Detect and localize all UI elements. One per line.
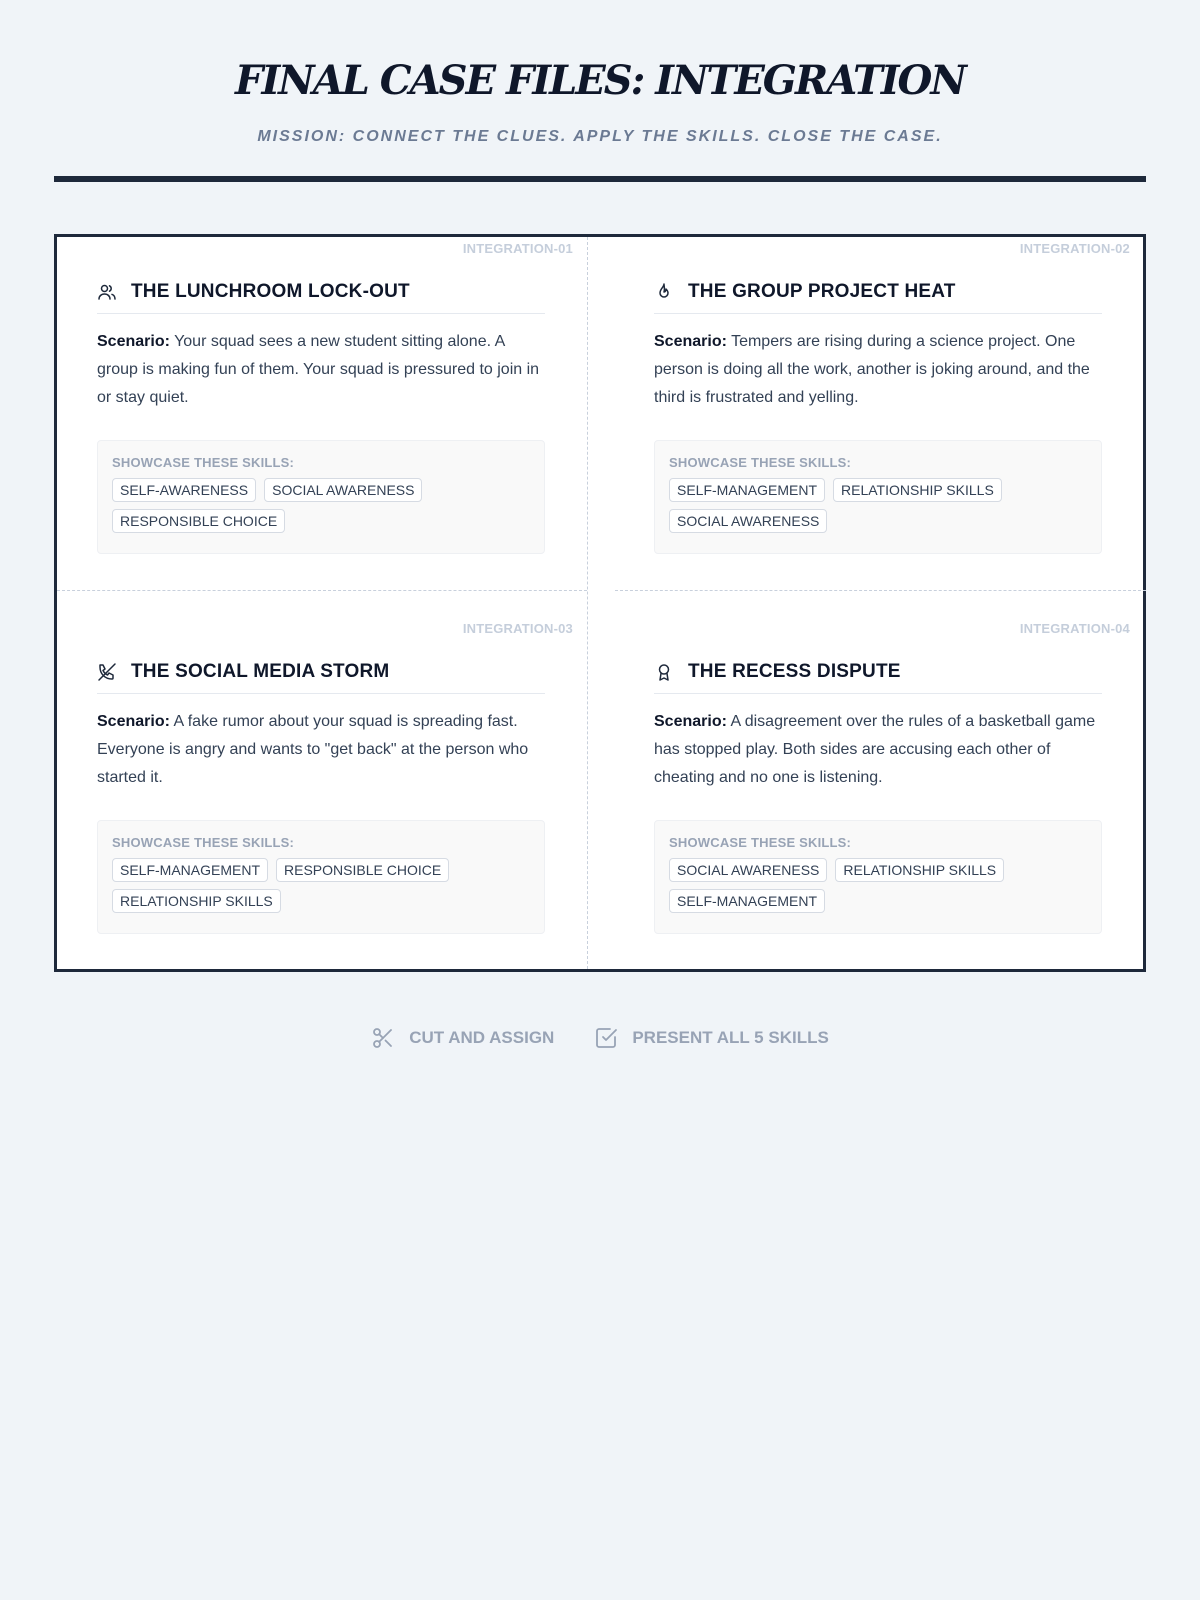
scenario-label: Scenario: — [654, 713, 727, 730]
card-scenario — [654, 708, 1102, 792]
vertical-cut-line — [587, 237, 588, 969]
skill-tag: SELF-AWARENESS — [112, 478, 256, 502]
skill-tag: SELF-MANAGEMENT — [669, 889, 825, 913]
case-files-grid — [54, 234, 1146, 972]
skills-list — [112, 474, 530, 536]
card-scenario — [654, 328, 1102, 412]
cut-and-assign-label: CUT AND ASSIGN — [409, 1028, 555, 1047]
card-title-row — [97, 657, 545, 694]
present-skills-instruction — [594, 1026, 828, 1050]
case-card-id: INTEGRATION-03 — [462, 621, 573, 636]
skill-tag: RELATIONSHIP SKILLS — [835, 858, 1004, 882]
flame-icon — [654, 282, 674, 302]
horizontal-cut-line-left — [57, 590, 587, 591]
page-header — [0, 0, 1200, 182]
page-subtitle: MISSION: CONNECT THE CLUES. APPLY THE SKILLS. CLOSE THE CASE. — [257, 128, 943, 145]
case-card-2[interactable] — [654, 241, 1130, 554]
case-card-1[interactable] — [97, 241, 573, 554]
case-card-4[interactable] — [654, 621, 1130, 934]
case-card-3[interactable] — [97, 621, 573, 934]
skills-box — [97, 440, 545, 554]
skill-tag: SOCIAL AWARENESS — [669, 509, 827, 533]
scenario-text: A disagreement over the rules of a basketball game has stopped play. Both sides are accusing each other of cheating and no one is listening. — [654, 713, 1096, 786]
skill-tag: SOCIAL AWARENESS — [264, 478, 422, 502]
skills-list — [112, 854, 530, 916]
card-title-row — [97, 277, 545, 314]
card-title: THE SOCIAL MEDIA STORM — [131, 661, 390, 682]
check-square-icon — [594, 1026, 618, 1050]
scissors-icon — [371, 1026, 395, 1050]
page-title: FINAL CASE FILES: INTEGRATION — [235, 57, 965, 104]
scenario-text: A fake rumor about your squad is spreading fast. Everyone is angry and wants to "get back" at the person who started it. — [97, 713, 529, 786]
award-icon — [654, 662, 674, 682]
card-title: THE GROUP PROJECT HEAT — [688, 281, 956, 302]
cut-and-assign-instruction — [371, 1026, 554, 1050]
card-scenario — [97, 708, 545, 792]
skills-heading: SHOWCASE THESE SKILLS: — [112, 455, 295, 470]
scenario-text: Tempers are rising during a science project. One person is doing all the work, another is joking around, and the third is frustrated and yelling. — [654, 333, 1090, 406]
footer-instructions — [0, 1026, 1200, 1050]
header-divider — [54, 176, 1146, 182]
skill-tag: RELATIONSHIP SKILLS — [112, 889, 281, 913]
skills-heading: SHOWCASE THESE SKILLS: — [112, 835, 295, 850]
card-title: THE LUNCHROOM LOCK-OUT — [131, 281, 410, 302]
skills-list — [669, 474, 1087, 536]
phone-off-icon — [97, 662, 117, 682]
scenario-label: Scenario: — [97, 713, 170, 730]
skill-tag: RESPONSIBLE CHOICE — [276, 858, 449, 882]
skills-heading: SHOWCASE THESE SKILLS: — [669, 835, 852, 850]
skills-list — [669, 854, 1087, 916]
skill-tag: SELF-MANAGEMENT — [669, 478, 825, 502]
case-card-id: INTEGRATION-04 — [1019, 621, 1130, 636]
skill-tag: RELATIONSHIP SKILLS — [833, 478, 1002, 502]
horizontal-cut-line-right — [615, 590, 1146, 591]
card-title-row — [654, 657, 1102, 694]
case-card-id: INTEGRATION-02 — [1019, 241, 1130, 256]
skills-box — [654, 820, 1102, 934]
skills-box — [654, 440, 1102, 554]
skill-tag: SELF-MANAGEMENT — [112, 858, 268, 882]
card-title-row — [654, 277, 1102, 314]
case-card-id: INTEGRATION-01 — [462, 241, 573, 256]
card-scenario — [97, 328, 545, 412]
scenario-label: Scenario: — [654, 333, 727, 350]
skills-heading: SHOWCASE THESE SKILLS: — [669, 455, 852, 470]
present-skills-label: PRESENT ALL 5 SKILLS — [632, 1028, 829, 1047]
card-title: THE RECESS DISPUTE — [688, 661, 901, 682]
skills-box — [97, 820, 545, 934]
scenario-label: Scenario: — [97, 333, 170, 350]
scenario-text: Your squad sees a new student sitting alone. A group is making fun of them. Your squad is pressured to join in or stay quiet. — [97, 333, 540, 406]
skill-tag: SOCIAL AWARENESS — [669, 858, 827, 882]
users-icon — [97, 282, 117, 302]
skill-tag: RESPONSIBLE CHOICE — [112, 509, 285, 533]
